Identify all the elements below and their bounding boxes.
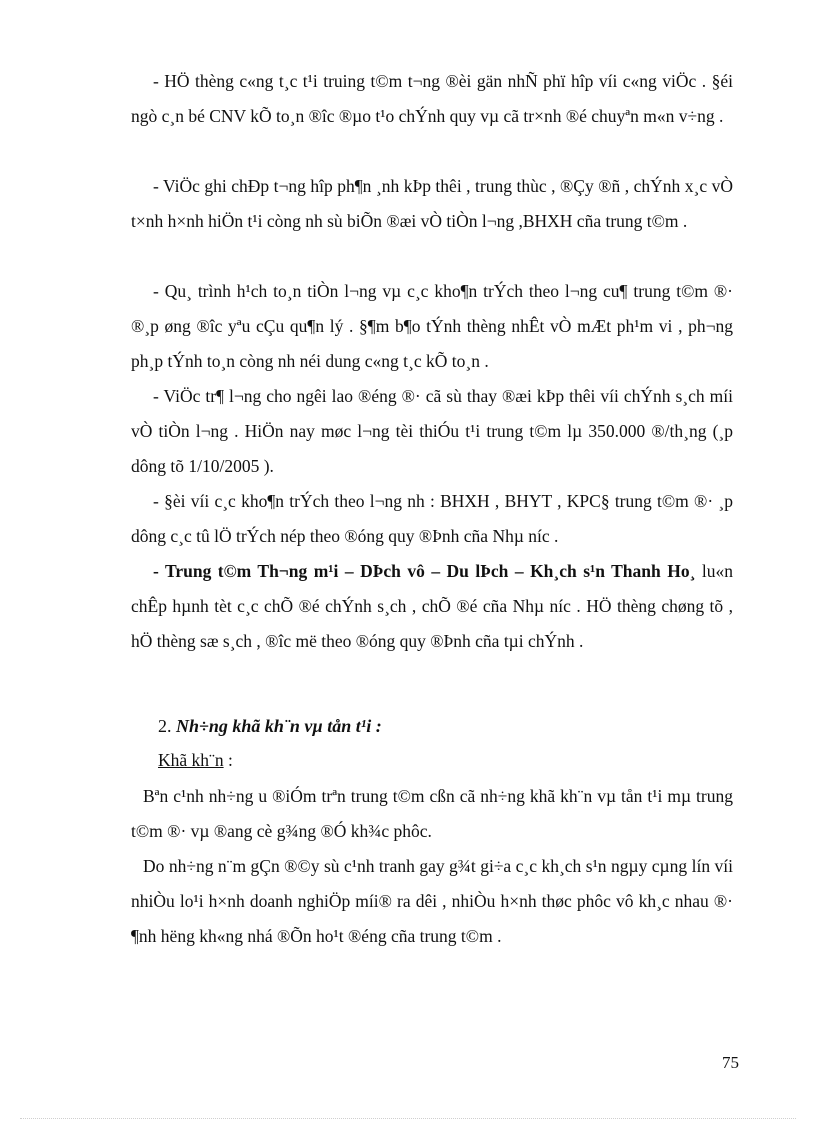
section-heading [158, 711, 382, 741]
paragraph-4: - ViÖc tr¶ l¬ng cho ngêi lao ®éng ®· cã sù thay ®æi kÞp thêi víi chÝnh s¸ch míi vÒ tiÒn l¬ng . HiÖn nay møc l¬ng tèi thiÓu t¹i trung t©m lµ 350.000 ®/th¸ng (¸p dông tõ 1/10/2005 ). [131, 386, 733, 476]
subheading-label: Khã kh¨n [158, 750, 224, 770]
section-number: 2. [158, 716, 176, 736]
paragraph-3: - Qu¸ trình h¹ch to¸n tiÒn l¬ng vµ c¸c kho¶n trÝch theo l¬ng cu¶ trung t©m ®· ®¸p øng ®îc yªu cÇu qu¶n lý . §¶m b¶o tÝnh thèng nhÊt vÒ mÆt ph¹m vi , ph¬ng ph¸p tÝnh to¸n còng nh néi dung c«ng t¸c kÕ to¸n . [131, 281, 733, 371]
paragraph-8: Do nh÷ng n¨m gÇn ®©y sù c¹nh tranh gay g¾t gi÷a c¸c kh¸ch s¹n ngµy cµng lín víi nhiÒu lo¹i h×nh doanh nghiÖp míi® ra dêi , nhiÒu h×nh thøc phôc vô kh¸c nhau ®· ¶nh hëng kh«ng nhá ®Õn ho¹t ®éng cña trung t©m . [131, 856, 733, 946]
paragraph-1: - HÖ thèng c«ng t¸c t¹i truing t©m t¬ng ®èi gän nhÑ phï hîp víi c«ng viÖc . §éi ngò c¸n bé CNV kÕ to¸n ®îc ®µo t¹o chÝnh quy vµ cã tr×nh ®é chuyªn m«n v÷ng . [131, 71, 733, 126]
section-title: Nh÷ng khã kh¨n vµ tån t¹i : [176, 716, 382, 736]
subheading-suffix: : [223, 750, 233, 770]
subheading [158, 745, 233, 775]
bold-lead: - Trung t©m Th¬ng m¹i – DÞch vô – Du lÞch – Kh¸ch s¹n Thanh Ho¸ [153, 561, 696, 581]
page-number: 75 [722, 1053, 739, 1072]
footer-divider [20, 1118, 796, 1119]
paragraph-6-rest: lu«n chÊp hµnh tèt c¸c chÕ ®é chÝnh s¸ch , chÕ ®é cña Nhµ níc . HÖ thèng chøng tõ , hÖ thèng sæ s¸ch , ®îc më theo ®óng quy ®Þnh cña tµi chÝnh . [131, 561, 733, 651]
paragraph-6 [131, 554, 733, 659]
paragraph-7: Bªn c¹nh nh÷ng u ®iÓm trªn trung t©m cßn cã nh÷ng khã kh¨n vµ tån t¹i mµ trung t©m ®· vµ ®ang cè g¾ng ®Ó kh¾c phôc. [131, 786, 733, 841]
paragraph-2: - ViÖc ghi chÐp t¬ng hîp ph¶n ¸nh kÞp thêi , trung thùc , ®Çy ®ñ , chÝnh x¸c vÒ t×nh h×nh hiÖn t¹i còng nh sù biÕn ®æi vÒ tiÒn l¬ng ,BHXH cña trung t©m . [131, 176, 733, 231]
paragraph-5: - §èi víi c¸c kho¶n trÝch theo l¬ng nh : BHXH , BHYT , KPC§ trung t©m ®· ¸p dông c¸c tû lÖ trÝch nép theo ®óng quy ®Þnh cña Nhµ níc . [131, 491, 733, 546]
